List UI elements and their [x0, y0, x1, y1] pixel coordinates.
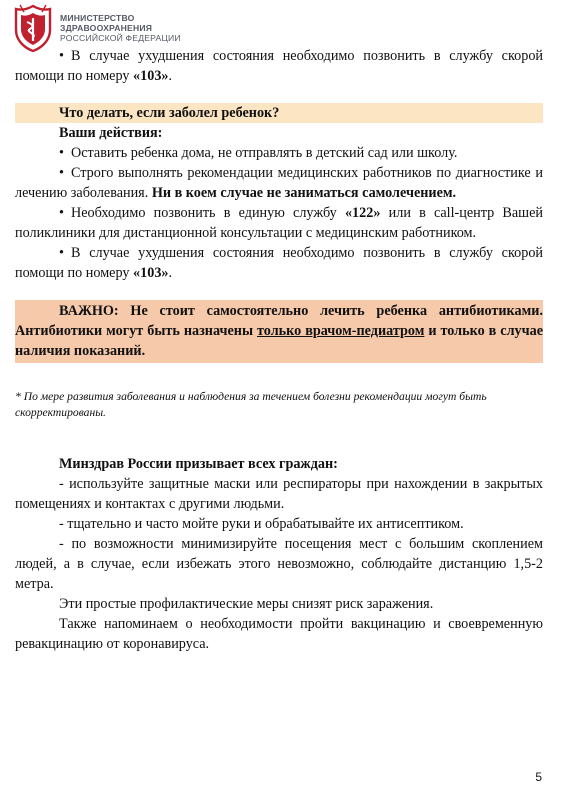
child-bullet-3: • Необходимо позвонить в единую службу «122» или в call-центр Вашей поликлиники для дистанционной консультации с медицинским работником.: [15, 205, 543, 241]
call-item-3: - по возможности минимизируйте посещения мест с большим скоплением людей, а в случае, если избежать этого невозможно, соблюдайте дистанцию 1,5-2 метра.: [15, 536, 543, 592]
bullet-dot-icon: •: [59, 145, 64, 161]
actions-title: Ваши действия:: [59, 125, 163, 141]
bullet-dot-icon: •: [59, 165, 64, 181]
call-item-1: - используйте защитные маски или респираторы при нахождении в закрытых помещениях и контактах с другими людьми.: [15, 476, 543, 512]
bullet-dot-icon: •: [59, 205, 64, 221]
ministry-name-line2: ЗДРАВООХРАНЕНИЯ: [60, 23, 153, 33]
intro-bullet: • В случае ухудшения состояния необходимо позвонить в службу скорой помощи по номеру «103».: [15, 48, 543, 84]
pediatrician-only-text: только врачом-педиатром: [257, 323, 425, 339]
page-header: [12, 4, 181, 52]
footnote: * По мере развития заболевания и наблюдения за течением болезни рекомендации могут быть скорректированы.: [15, 390, 487, 419]
child-bullet-1: • Оставить ребенка дома, не отправлять в детский сад или школу.: [59, 145, 458, 161]
call-title: Минздрав России призывает всех граждан:: [59, 456, 338, 472]
document-body: [15, 46, 543, 654]
ministry-name-line3: РОССИЙСКОЙ ФЕДЕРАЦИИ: [60, 33, 181, 43]
bullet-dot-icon: •: [59, 48, 64, 64]
call-item-2: - тщательно и часто мойте руки и обрабатывайте их антисептиком.: [59, 516, 464, 532]
call-paragraph-1: Эти простые профилактические меры снизят риск заражения.: [59, 596, 434, 612]
ministry-emblem-icon: [12, 4, 54, 52]
important-notice: ВАЖНО: Не стоит самостоятельно лечить ребенка антибиотиками. Антибиотики могут быть назначены только врачом-педиатром и только в случае наличия показаний.: [15, 300, 543, 363]
child-section-title: Что делать, если заболел ребенок?: [15, 103, 543, 123]
child-bullet-4: • В случае ухудшения состояния необходимо позвонить в службу скорой помощи по номеру «103».: [15, 245, 543, 281]
page-number: 5: [535, 770, 542, 784]
call-paragraph-2: Также напоминаем о необходимости пройти вакцинацию и своевременную ревакцинацию от коронавируса.: [15, 616, 543, 652]
bullet-dot-icon: •: [59, 245, 64, 261]
child-bullet-2: • Строго выполнять рекомендации медицинских работников по диагностике и лечению заболевания. Ни в коем случае не заниматься самолечением.: [15, 165, 543, 201]
ministry-name-line1: МИНИСТЕРСТВО: [60, 13, 135, 23]
